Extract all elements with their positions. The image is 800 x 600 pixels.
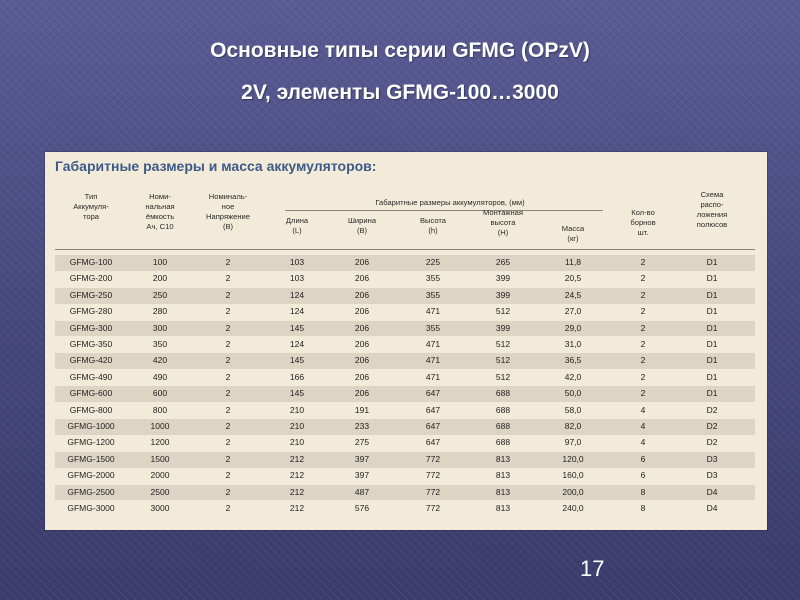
col-length-cell: 124 — [289, 289, 305, 300]
col-mount-height-cell: 399 — [495, 289, 511, 300]
col-voltage-header: Номиналь- ное Напряжение (В) — [205, 192, 251, 231]
col-mount-height-cell: 512 — [495, 371, 511, 382]
col-width-cell: 206 — [354, 257, 370, 267]
col-voltage-cell: 2 — [225, 371, 231, 382]
col-terminals-cell: 2 — [640, 339, 646, 349]
col-mount-height-header: Монтажная высота (H) — [482, 208, 524, 237]
col-mount-height-cell: 813 — [495, 453, 511, 464]
col-width-cell: 206 — [354, 371, 370, 382]
table-row — [55, 271, 755, 287]
col-voltage-cell: 2 — [225, 322, 231, 333]
col-pole-layout-cell: D3 — [706, 470, 718, 481]
col-width-cell: 206 — [354, 289, 370, 300]
col-width-cell: 233 — [354, 421, 370, 431]
col-terminals-cell: 4 — [640, 421, 646, 431]
col-voltage-cell: 2 — [225, 257, 231, 267]
col-capacity-cell: 2000 — [150, 470, 170, 481]
col-type-cell: GFMG-350 — [69, 339, 113, 349]
col-mount-height-cell: 813 — [495, 486, 511, 497]
table-row — [55, 452, 755, 468]
table-row — [55, 468, 755, 484]
col-mount-height-cell: 813 — [495, 470, 511, 481]
col-type-cell: GFMG-3000 — [67, 503, 115, 513]
col-height-cell: 647 — [425, 404, 441, 415]
col-mass-cell: 97,0 — [564, 437, 582, 448]
col-pole-layout-cell: D1 — [706, 273, 718, 284]
col-mount-height-cell: 688 — [495, 404, 511, 415]
col-length-header: Длина (L) — [285, 216, 309, 235]
col-voltage-cell: 2 — [225, 421, 231, 431]
col-mass-header: Масса (кг) — [561, 224, 585, 243]
col-pole-layout-cell: D4 — [706, 503, 718, 513]
col-width-cell: 191 — [354, 404, 370, 415]
col-capacity-cell: 2500 — [150, 486, 170, 497]
col-length-cell: 166 — [289, 371, 305, 382]
slide-number: 17 — [580, 556, 605, 581]
col-type-cell: GFMG-2500 — [67, 486, 115, 497]
col-voltage-cell: 2 — [225, 486, 231, 497]
group-header-rule — [285, 210, 603, 211]
slide-subtitle: 2V, элементы GFMG-100…3000 — [241, 81, 559, 104]
col-width-cell: 206 — [354, 273, 370, 284]
col-height-cell: 471 — [425, 371, 441, 382]
col-length-cell: 145 — [289, 322, 305, 333]
col-type-cell: GFMG-1000 — [67, 421, 115, 431]
col-terminals-cell: 6 — [640, 453, 646, 464]
col-mount-height-cell: 399 — [495, 273, 511, 284]
col-length-cell: 212 — [289, 470, 305, 481]
col-length-cell: 212 — [289, 503, 305, 513]
col-type-cell: GFMG-1500 — [67, 453, 115, 464]
col-height-cell: 355 — [425, 273, 441, 284]
col-mass-cell: 50,0 — [564, 388, 582, 399]
col-type-cell: GFMG-490 — [69, 371, 113, 382]
col-width-cell: 206 — [354, 339, 370, 349]
col-width-cell: 206 — [354, 388, 370, 399]
col-type-cell: GFMG-250 — [69, 289, 113, 300]
col-type-header: Тип Аккумуля- тора — [73, 192, 109, 221]
col-pole-layout-cell: D2 — [706, 421, 718, 431]
header-bottom-rule — [55, 249, 755, 250]
table-row — [55, 255, 755, 271]
slide-title: Основные типы серии GFMG (OPzV) — [210, 39, 590, 62]
col-length-cell: 124 — [289, 339, 305, 349]
col-type-cell: GFMG-200 — [69, 273, 113, 284]
table-row — [55, 501, 755, 517]
col-pole-layout-cell: D1 — [706, 339, 718, 349]
col-pole-layout-cell: D1 — [706, 289, 718, 300]
col-width-cell: 206 — [354, 355, 370, 366]
col-mount-height-cell: 265 — [495, 257, 511, 267]
col-width-cell: 275 — [354, 437, 370, 448]
col-mass-cell: 160,0 — [562, 470, 584, 481]
col-width-cell: 576 — [354, 503, 370, 513]
col-capacity-cell: 300 — [152, 322, 168, 333]
col-length-cell: 212 — [289, 486, 305, 497]
col-height-header: Высота (h) — [419, 216, 447, 235]
col-capacity-cell: 280 — [152, 306, 168, 317]
col-capacity-cell: 490 — [152, 371, 168, 382]
col-pole-layout-cell: D1 — [706, 388, 718, 399]
col-mass-cell: 42,0 — [564, 371, 582, 382]
col-mass-cell: 36,5 — [564, 355, 582, 366]
col-capacity-cell: 3000 — [150, 503, 170, 513]
col-mount-height-cell: 813 — [495, 503, 511, 513]
col-voltage-cell: 2 — [225, 470, 231, 481]
col-height-cell: 355 — [425, 322, 441, 333]
col-terminals-cell: 2 — [640, 355, 646, 366]
col-length-cell: 124 — [289, 306, 305, 317]
col-pole-layout-cell: D1 — [706, 306, 718, 317]
col-mass-cell: 200,0 — [562, 486, 584, 497]
col-mount-height-cell: 688 — [495, 437, 511, 448]
col-pole-layout-cell: D3 — [706, 453, 718, 464]
table-row — [55, 321, 755, 337]
col-length-cell: 210 — [289, 421, 305, 431]
col-length-cell: 210 — [289, 437, 305, 448]
col-width-cell: 397 — [354, 453, 370, 464]
col-height-cell: 471 — [425, 339, 441, 349]
col-terminals-cell: 2 — [640, 289, 646, 300]
col-voltage-cell: 2 — [225, 339, 231, 349]
col-capacity-cell: 420 — [152, 355, 168, 366]
col-length-cell: 145 — [289, 355, 305, 366]
col-capacity-cell: 800 — [152, 404, 168, 415]
col-pole-layout-cell: D4 — [706, 486, 718, 497]
col-terminals-cell: 2 — [640, 388, 646, 399]
col-mass-cell: 27,0 — [564, 306, 582, 317]
col-terminals-cell: 4 — [640, 404, 646, 415]
table-row — [55, 288, 755, 304]
col-width-cell: 206 — [354, 322, 370, 333]
col-capacity-cell: 200 — [152, 273, 168, 284]
col-height-cell: 772 — [425, 453, 441, 464]
col-mount-height-cell: 399 — [495, 322, 511, 333]
col-height-cell: 647 — [425, 437, 441, 448]
col-length-cell: 212 — [289, 453, 305, 464]
col-height-cell: 225 — [425, 257, 441, 267]
col-mount-height-cell: 688 — [495, 421, 511, 431]
col-voltage-cell: 2 — [225, 355, 231, 366]
col-capacity-cell: 1000 — [150, 421, 170, 431]
col-pole-layout-cell: D1 — [706, 355, 718, 366]
col-voltage-cell: 2 — [225, 273, 231, 284]
col-length-cell: 145 — [289, 388, 305, 399]
col-voltage-cell: 2 — [225, 388, 231, 399]
col-capacity-header: Номи- нальная ёмкость Ач, C10 — [145, 192, 175, 231]
table-heading: Габаритные размеры и масса аккумуляторов: — [55, 158, 377, 174]
col-terminals-cell: 2 — [640, 322, 646, 333]
col-width-cell: 206 — [354, 306, 370, 317]
col-mass-cell: 82,0 — [564, 421, 582, 431]
table-row — [55, 386, 755, 402]
group-header-dimensions: Габаритные размеры аккумуляторов, (мм) — [375, 198, 525, 207]
col-height-cell: 471 — [425, 355, 441, 366]
col-type-cell: GFMG-1200 — [67, 437, 115, 448]
col-capacity-cell: 350 — [152, 339, 168, 349]
col-pole-layout-header: Схема распо- ложения полюсов — [696, 190, 728, 229]
col-mass-cell: 31,0 — [564, 339, 582, 349]
col-capacity-cell: 100 — [152, 257, 168, 267]
table-row — [55, 370, 755, 386]
col-mass-cell: 20,5 — [564, 273, 582, 284]
col-voltage-cell: 2 — [225, 503, 231, 513]
table-row — [55, 419, 755, 435]
col-mount-height-cell: 512 — [495, 306, 511, 317]
col-width-header: Ширина (B) — [347, 216, 377, 235]
col-terminals-cell: 2 — [640, 273, 646, 284]
col-mass-cell: 11,8 — [565, 257, 581, 267]
col-pole-layout-cell: D2 — [706, 404, 718, 415]
col-capacity-cell: 600 — [152, 388, 168, 399]
col-height-cell: 647 — [425, 421, 441, 431]
col-mass-cell: 58,0 — [564, 404, 582, 415]
col-type-cell: GFMG-600 — [69, 388, 113, 399]
col-type-cell: GFMG-800 — [69, 404, 113, 415]
col-width-cell: 397 — [354, 470, 370, 481]
col-terminals-cell: 6 — [640, 470, 646, 481]
col-length-cell: 210 — [289, 404, 305, 415]
col-type-cell: GFMG-2000 — [67, 470, 115, 481]
table-row — [55, 353, 755, 369]
table-row — [55, 304, 755, 320]
col-voltage-cell: 2 — [225, 289, 231, 300]
col-terminals-cell: 2 — [640, 371, 646, 382]
col-mount-height-cell: 512 — [495, 355, 511, 366]
col-height-cell: 355 — [425, 289, 441, 300]
col-terminals-cell: 8 — [640, 503, 646, 513]
col-mass-cell: 24,5 — [564, 289, 582, 300]
col-voltage-cell: 2 — [225, 437, 231, 448]
col-mass-cell: 120,0 — [562, 453, 584, 464]
col-terminals-cell: 2 — [640, 306, 646, 317]
table-row — [55, 435, 755, 451]
col-length-cell: 103 — [289, 273, 305, 284]
col-voltage-cell: 2 — [225, 306, 231, 317]
col-mass-cell: 29,0 — [564, 322, 582, 333]
col-type-cell: GFMG-280 — [69, 306, 113, 317]
col-type-cell: GFMG-100 — [69, 257, 113, 267]
col-type-cell: GFMG-300 — [69, 322, 113, 333]
col-terminals-header: Кол-во борнов шт. — [630, 208, 656, 237]
col-height-cell: 772 — [425, 486, 441, 497]
col-capacity-cell: 250 — [152, 289, 168, 300]
battery-dimensions-table-image — [45, 152, 767, 530]
col-voltage-cell: 2 — [225, 453, 231, 464]
col-height-cell: 772 — [425, 503, 441, 513]
col-voltage-cell: 2 — [225, 404, 231, 415]
col-length-cell: 103 — [289, 257, 305, 267]
col-pole-layout-cell: D1 — [706, 371, 718, 382]
col-mount-height-cell: 688 — [495, 388, 511, 399]
col-mass-cell: 240,0 — [562, 503, 584, 513]
col-pole-layout-cell: D2 — [706, 437, 718, 448]
col-terminals-cell: 2 — [640, 257, 646, 267]
col-type-cell: GFMG-420 — [69, 355, 113, 366]
col-capacity-cell: 1200 — [150, 437, 170, 448]
col-mount-height-cell: 512 — [495, 339, 511, 349]
col-width-cell: 487 — [354, 486, 370, 497]
col-capacity-cell: 1500 — [150, 453, 170, 464]
table-row — [55, 485, 755, 501]
col-terminals-cell: 8 — [640, 486, 646, 497]
col-height-cell: 647 — [425, 388, 441, 399]
col-pole-layout-cell: D1 — [706, 322, 718, 333]
table-row — [55, 337, 755, 353]
col-height-cell: 471 — [425, 306, 441, 317]
col-pole-layout-cell: D1 — [706, 257, 718, 267]
col-terminals-cell: 4 — [640, 437, 646, 448]
col-height-cell: 772 — [425, 470, 441, 481]
table-row — [55, 403, 755, 419]
